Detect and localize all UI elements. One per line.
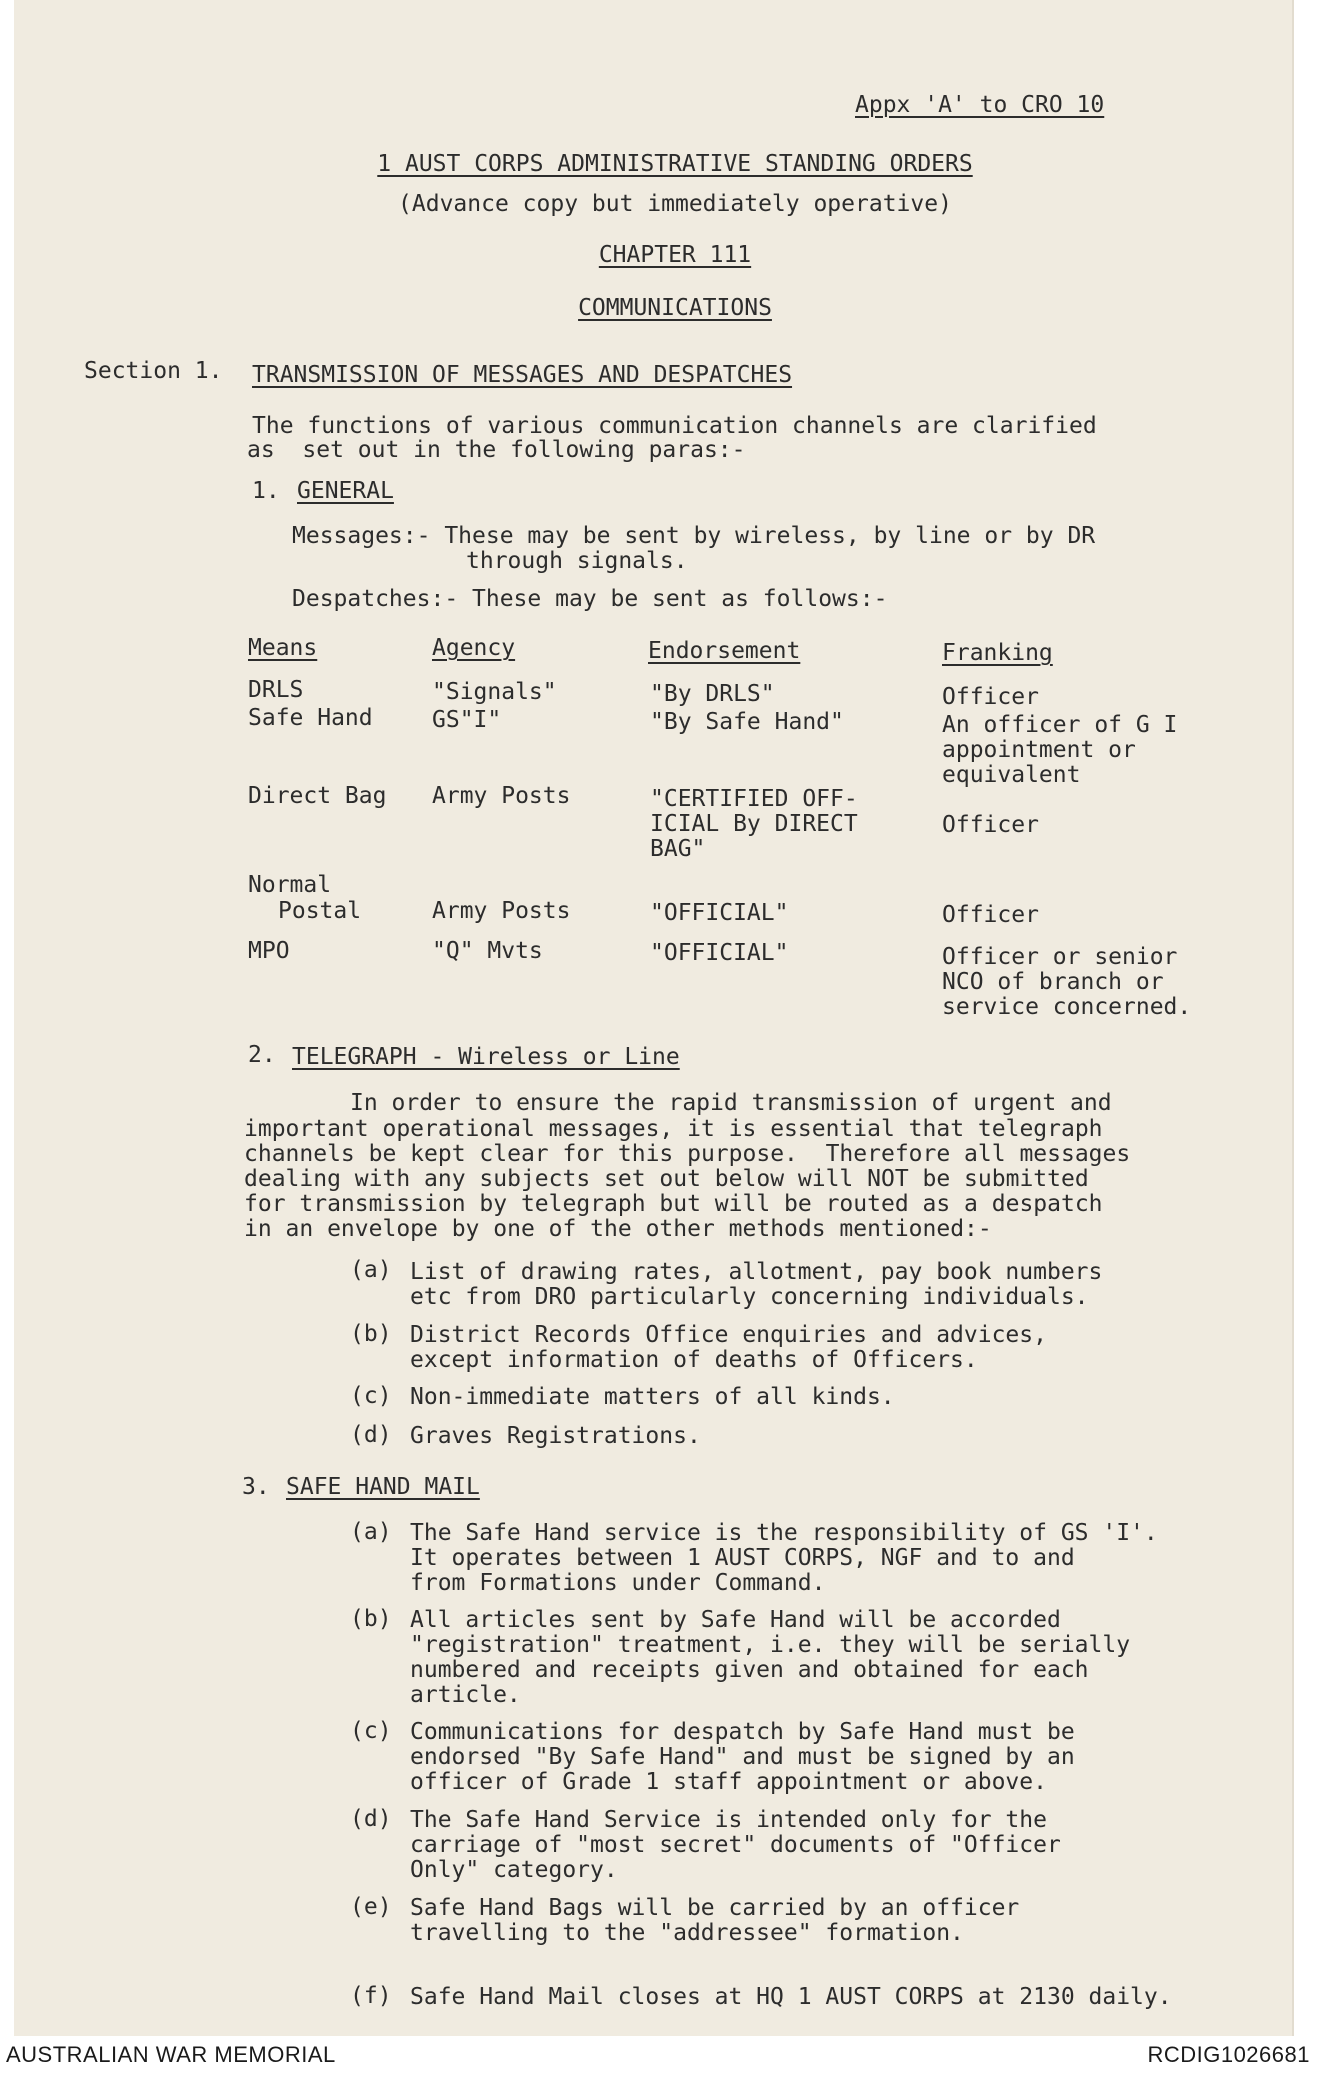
telegraph-paragraph-line: important operational messages, it is essential that telegraph [244, 1116, 1103, 1142]
list-item-line: etc from DRO particularly concerning individuals. [410, 1284, 1089, 1310]
para-number: 3. [242, 1474, 270, 1500]
list-item-line: District Records Office enquiries and advices, [410, 1322, 1047, 1348]
table-cell: "Signals" [432, 679, 557, 705]
telegraph-paragraph-line: In order to ensure the rapid transmission of urgent and [350, 1090, 1112, 1116]
list-label: (b) [350, 1606, 392, 1632]
list-label: (e) [350, 1894, 392, 1920]
table-cell: "CERTIFIED OFF- [650, 786, 858, 812]
communications-heading: COMMUNICATIONS [578, 295, 772, 321]
list-item-line: List of drawing rates, allotment, pay book numbers [410, 1259, 1103, 1285]
telegraph-heading: TELEGRAPH - Wireless or Line [292, 1044, 680, 1070]
list-label: (a) [350, 1257, 392, 1283]
telegraph-paragraph-line: channels be kept clear for this purpose. Therefore all messages [244, 1141, 1131, 1167]
para-number: 1. [252, 478, 280, 504]
list-item-line: The Safe Hand service is the responsibility of GS 'I'. [410, 1520, 1158, 1546]
list-item-line: article. [410, 1682, 521, 1708]
telegraph-paragraph-line: in an envelope by one of the other methods mentioned:- [244, 1216, 992, 1242]
table-cell: appointment or [942, 737, 1136, 763]
table-cell: Army Posts [432, 783, 571, 809]
chapter-heading: CHAPTER 111 [598, 242, 752, 268]
list-label: (c) [350, 1383, 392, 1409]
section-title: TRANSMISSION OF MESSAGES AND DESPATCHES [252, 362, 793, 388]
list-label: (d) [350, 1806, 392, 1832]
archive-credit: AUSTRALIAN WAR MEMORIAL [6, 2042, 336, 2067]
table-cell: GS"I" [432, 707, 502, 733]
list-label: (f) [350, 1983, 392, 2009]
list-item-line: officer of Grade 1 staff appointment or above. [410, 1769, 1047, 1795]
table-cell: MPO [248, 938, 290, 964]
table-cell: Officer or senior [942, 944, 1178, 970]
column-header: Agency [432, 635, 516, 661]
table-cell: Normal [248, 872, 332, 898]
section-label: Section 1. [84, 358, 223, 384]
list-item-line: carriage of "most secret" documents of "Officer [410, 1832, 1061, 1858]
section-intro-line: as set out in the following paras:- [247, 437, 746, 463]
list-item-line: except information of deaths of Officers. [410, 1347, 978, 1373]
table-cell: ICIAL By DIRECT [650, 811, 858, 837]
list-item-line: Safe Hand Mail closes at HQ 1 AUST CORPS at 2130 daily. [410, 1984, 1172, 2010]
list-item-line: It operates between 1 AUST CORPS, NGF and to and [410, 1545, 1075, 1571]
table-cell: Officer [942, 902, 1039, 928]
document-subtitle: (Advance copy but immediately operative) [398, 191, 952, 217]
list-label: (c) [350, 1718, 392, 1744]
table-cell: Safe Hand [248, 705, 373, 731]
list-item-line: endorsed "By Safe Hand" and must be signed by an [410, 1744, 1075, 1770]
column-header: Endorsement [648, 638, 801, 664]
table-cell: Army Posts [432, 898, 571, 924]
list-item-line: All articles sent by Safe Hand will be accorded [410, 1607, 1061, 1633]
table-cell: "OFFICIAL" [650, 940, 789, 966]
table-cell: "OFFICIAL" [650, 900, 789, 926]
safe-hand-heading: SAFE HAND MAIL [286, 1474, 480, 1500]
table-cell: equivalent [942, 762, 1081, 788]
telegraph-paragraph-line: for transmission by telegraph but will be routed as a despatch [244, 1191, 1103, 1217]
list-item-line: Non-immediate matters of all kinds. [410, 1384, 895, 1410]
list-label: (d) [350, 1422, 392, 1448]
messages-line: through signals. [466, 548, 688, 574]
document-page [14, 0, 1294, 2036]
document-title: 1 AUST CORPS ADMINISTRATIVE STANDING ORDERS [377, 151, 973, 177]
list-item-line: Only" category. [410, 1857, 618, 1883]
table-cell: service concerned. [942, 994, 1192, 1020]
table-cell: Officer [942, 684, 1039, 710]
list-label: (a) [350, 1519, 392, 1545]
table-cell: BAG" [650, 836, 706, 862]
list-item-line: Safe Hand Bags will be carried by an officer [410, 1895, 1020, 1921]
table-cell: Officer [942, 812, 1039, 838]
list-label: (b) [350, 1321, 392, 1347]
messages-line: Messages:- These may be sent by wireless, by line or by DR [292, 523, 1096, 549]
general-heading: GENERAL [297, 478, 394, 504]
table-cell: NCO of branch or [942, 969, 1164, 995]
table-cell: An officer of G I [942, 712, 1178, 738]
column-header: Means [248, 635, 318, 661]
table-cell: DRLS [248, 677, 304, 703]
table-cell: Postal [278, 898, 362, 924]
appendix-reference: Appx 'A' to CRO 10 [855, 92, 1105, 118]
column-header: Franking [942, 640, 1053, 666]
table-cell: "By DRLS" [650, 681, 775, 707]
despatches-line: Despatches:- These may be sent as follows:- [292, 586, 888, 612]
para-number: 2. [248, 1042, 276, 1068]
telegraph-paragraph-line: dealing with any subjects set out below will NOT be submitted [244, 1166, 1089, 1192]
list-item-line: The Safe Hand Service is intended only for the [410, 1807, 1047, 1833]
list-item-line: "registration" treatment, i.e. they will be serially [410, 1632, 1131, 1658]
list-item-line: travelling to the "addressee" formation. [410, 1920, 964, 1946]
list-item-line: Communications for despatch by Safe Hand must be [410, 1719, 1075, 1745]
list-item-line: numbered and receipts given and obtained for each [410, 1657, 1089, 1683]
document-id: RCDIG1026681 [1147, 2042, 1310, 2067]
table-cell: Direct Bag [248, 783, 387, 809]
section-intro-line: The functions of various communication channels are clarified [252, 413, 1097, 439]
table-cell: "Q" Mvts [432, 938, 543, 964]
list-item-line: Graves Registrations. [410, 1423, 701, 1449]
table-cell: "By Safe Hand" [650, 709, 844, 735]
list-item-line: from Formations under Command. [410, 1570, 826, 1596]
